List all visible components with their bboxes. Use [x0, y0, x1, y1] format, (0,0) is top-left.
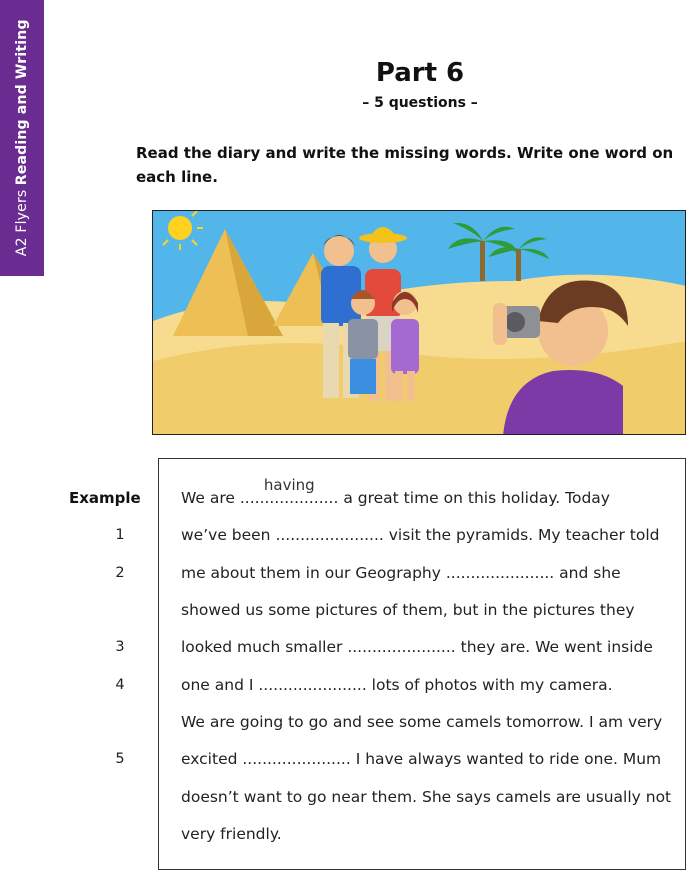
side-tab-paper: Reading and Writing — [14, 19, 30, 186]
illustration — [152, 210, 686, 435]
diary-line-continuation: showed us some pictures of them, but in the pictures they — [181, 601, 635, 619]
diary-line-continuation: We are going to go and see some camels tomorrow. I am very — [181, 713, 663, 731]
diary-line-continuation: doesn’t want to go near them. She says camels are usually not — [181, 788, 672, 806]
side-tab — [0, 0, 44, 276]
side-tab-level: A2 Flyers — [14, 189, 30, 257]
question-number-3: 3 — [115, 639, 125, 655]
diary-line-1: we’ve been ...................... visit the pyramids. My teacher told — [181, 526, 660, 544]
question-number-4: 4 — [115, 677, 125, 693]
instruction-text: Read the diary and write the missing words. Write one word on each line. — [136, 144, 674, 186]
family-at-pyramids-illustration — [153, 211, 686, 435]
page-title: Part 6 — [375, 58, 465, 88]
diary-text: We are — [181, 489, 240, 507]
side-tab-text — [14, 19, 30, 256]
diary-text: a great time on this holiday. Today — [338, 489, 610, 507]
example-blank: .................... having — [239, 476, 339, 507]
diary-line-example — [181, 476, 610, 507]
example-answer: having — [263, 476, 315, 494]
question-number-1: 1 — [115, 527, 125, 543]
diary-line-2: me about them in our Geography ...................... and she — [181, 564, 621, 582]
diary-line-continuation: very friendly. — [181, 825, 282, 843]
example-label: Example — [69, 489, 141, 507]
diary-box — [158, 458, 686, 870]
question-number-2: 2 — [115, 565, 125, 581]
question-number-5: 5 — [115, 751, 125, 767]
diary-line-4: one and I ...................... lots of photos with my camera. — [181, 676, 613, 694]
page-subtitle: – 5 questions – — [362, 95, 478, 111]
diary-line-5: excited ...................... I have always wanted to ride one. Mum — [181, 750, 662, 768]
diary-line-3: looked much smaller ...................... they are. We went inside — [181, 638, 653, 656]
